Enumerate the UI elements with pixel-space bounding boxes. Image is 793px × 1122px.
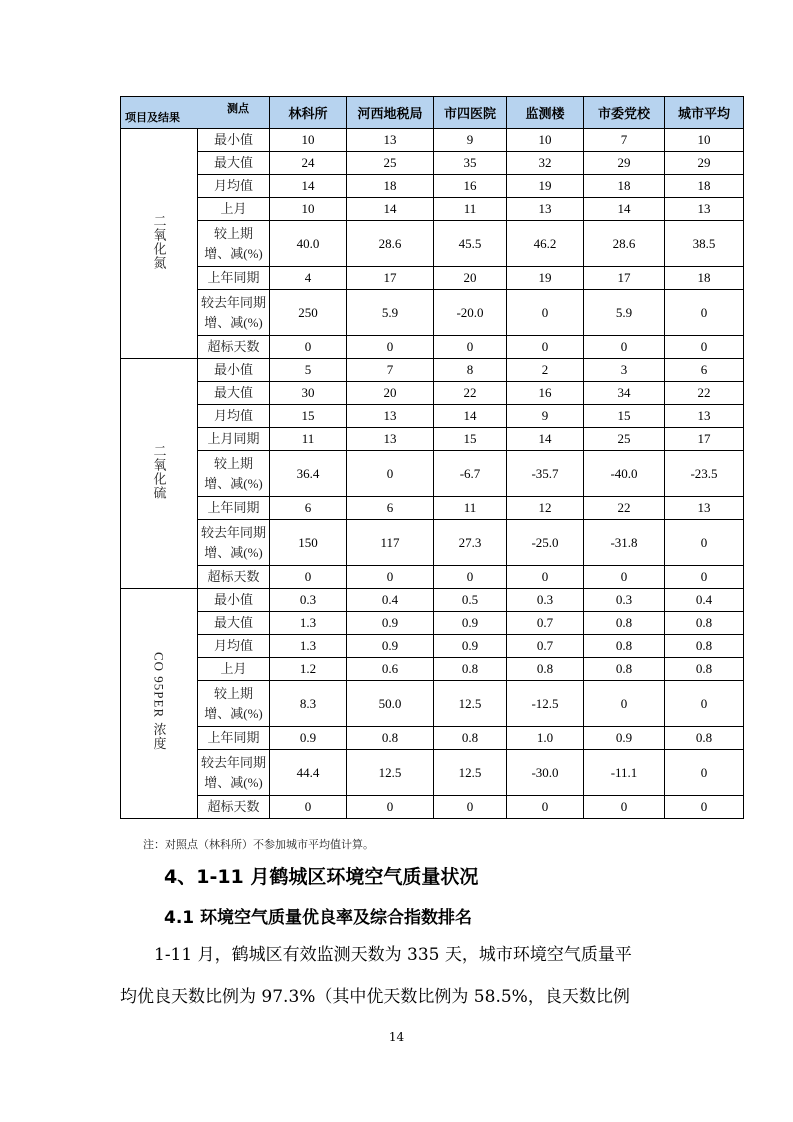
table-row <box>121 612 744 635</box>
table-cell: 9 <box>434 129 507 152</box>
row-label-line: 月均值 <box>213 408 253 423</box>
row-label-line: 较去年同期 <box>200 754 266 770</box>
table-cell: 19 <box>507 267 584 290</box>
table-cell: 11 <box>434 497 507 520</box>
table-cell: 36.4 <box>270 451 347 497</box>
table-cell: 0 <box>347 566 434 589</box>
table-cell: -6.7 <box>434 451 507 497</box>
table-cell: 18 <box>584 175 665 198</box>
row-label <box>198 152 270 175</box>
table-cell: 12.5 <box>434 750 507 796</box>
table-cell: 18 <box>665 267 744 290</box>
table-row <box>121 451 744 497</box>
table-row <box>121 336 744 359</box>
table-cell: 0 <box>347 336 434 359</box>
table-cell: 3 <box>584 359 665 382</box>
table-cell: 17 <box>665 428 744 451</box>
table-row <box>121 198 744 221</box>
table-cell: 15 <box>584 405 665 428</box>
table-cell: 10 <box>270 129 347 152</box>
table-cell: 18 <box>665 175 744 198</box>
row-label <box>198 727 270 750</box>
row-label <box>198 497 270 520</box>
table-cell: 29 <box>665 152 744 175</box>
row-label-line: 月均值 <box>213 638 253 653</box>
table-cell: 12.5 <box>434 681 507 727</box>
table-cell: 5 <box>270 359 347 382</box>
table-row <box>121 520 744 566</box>
row-label <box>198 221 270 267</box>
table-cell: 0.8 <box>665 635 744 658</box>
table-cell: 0 <box>584 681 665 727</box>
row-label <box>198 589 270 612</box>
table-cell: 29 <box>584 152 665 175</box>
table-cell: 10 <box>270 198 347 221</box>
table-cell: -31.8 <box>584 520 665 566</box>
row-label-line: 最小值 <box>213 132 253 147</box>
table-cell: -30.0 <box>507 750 584 796</box>
table-cell: 0 <box>665 520 744 566</box>
table-row <box>121 405 744 428</box>
table-cell: -40.0 <box>584 451 665 497</box>
table-cell: 0.8 <box>584 635 665 658</box>
table-cell: 16 <box>507 382 584 405</box>
table-cell: 0 <box>270 566 347 589</box>
table-cell: 18 <box>347 175 434 198</box>
table-cell: 11 <box>434 198 507 221</box>
table-cell: 0.5 <box>434 589 507 612</box>
table-cell: 6 <box>665 359 744 382</box>
table-cell: 0.7 <box>507 635 584 658</box>
row-label-line: 较上期 <box>213 225 253 241</box>
table-cell: 0 <box>665 336 744 359</box>
row-label <box>198 382 270 405</box>
table-cell: 14 <box>507 428 584 451</box>
table-cell: 0.3 <box>507 589 584 612</box>
table-cell: 0 <box>584 796 665 819</box>
table-row <box>121 129 744 152</box>
row-label <box>198 267 270 290</box>
row-label <box>198 290 270 336</box>
table-cell: 150 <box>270 520 347 566</box>
pollutant-group-label <box>121 129 198 359</box>
corner-label-items: 项目及结果 <box>125 111 180 124</box>
row-label <box>198 796 270 819</box>
row-label-line: 超标天数 <box>207 339 260 354</box>
table-cell: 16 <box>434 175 507 198</box>
table-cell: 13 <box>347 405 434 428</box>
table-cell: 2 <box>507 359 584 382</box>
table-cell: -23.5 <box>665 451 744 497</box>
table-cell: 14 <box>584 198 665 221</box>
table-cell: 0.9 <box>434 612 507 635</box>
row-label <box>198 336 270 359</box>
table-cell: 17 <box>584 267 665 290</box>
paragraph-line: 均优良天数比例为 97.3%（其中优天数比例为 58.5%，良天数比例 <box>120 987 630 1007</box>
table-cell: 11 <box>270 428 347 451</box>
row-label-line: 较上期 <box>213 455 253 471</box>
table-cell: 22 <box>665 382 744 405</box>
table-cell: 28.6 <box>347 221 434 267</box>
table-cell: 8 <box>434 359 507 382</box>
row-label <box>198 520 270 566</box>
table-cell: 0 <box>347 451 434 497</box>
table-row <box>121 497 744 520</box>
row-label <box>198 681 270 727</box>
table-cell: 44.4 <box>270 750 347 796</box>
column-header: 林科所 <box>270 97 347 129</box>
row-label-line: 上月 <box>220 661 247 676</box>
table-cell: 0 <box>270 336 347 359</box>
page-number: 14 <box>388 1030 405 1044</box>
row-label-line: 超标天数 <box>207 799 260 814</box>
table-cell: -20.0 <box>434 290 507 336</box>
table-cell: 34 <box>584 382 665 405</box>
table-cell: 13 <box>665 198 744 221</box>
table-cell: 0 <box>347 796 434 819</box>
table-row <box>121 428 744 451</box>
table-cell: 14 <box>434 405 507 428</box>
table-row <box>121 382 744 405</box>
table-cell: 6 <box>347 497 434 520</box>
table-cell: 0.9 <box>584 727 665 750</box>
table-cell: 0 <box>665 681 744 727</box>
table-cell: 14 <box>270 175 347 198</box>
table-row <box>121 796 744 819</box>
table-row <box>121 290 744 336</box>
table-cell: 0.8 <box>665 727 744 750</box>
table-cell: 0.9 <box>347 635 434 658</box>
table-cell: 1.3 <box>270 612 347 635</box>
table-cell: 24 <box>270 152 347 175</box>
row-label-line: 最小值 <box>213 592 253 607</box>
row-label-line: 增、减(%) <box>204 544 263 560</box>
table-cell: -11.1 <box>584 750 665 796</box>
section-heading: 4、1-11 月鹤城区环境空气质量状况 <box>164 866 479 888</box>
subsection-heading: 4.1 环境空气质量优良率及综合指数排名 <box>164 908 473 928</box>
row-label <box>198 612 270 635</box>
table-cell: 0.3 <box>584 589 665 612</box>
table-cell: 0 <box>584 336 665 359</box>
table-cell: -12.5 <box>507 681 584 727</box>
row-label-line: 较去年同期 <box>200 524 266 540</box>
table-cell: 0.6 <box>347 658 434 681</box>
table-cell: 6 <box>270 497 347 520</box>
table-cell: 25 <box>347 152 434 175</box>
paragraph-line: 1-11 月，鹤城区有效监测天数为 335 天，城市环境空气质量平 <box>154 945 632 965</box>
table-cell: 10 <box>665 129 744 152</box>
row-label-line: 较去年同期 <box>200 294 266 310</box>
table-cell: 0.8 <box>584 612 665 635</box>
table-cell: 20 <box>434 267 507 290</box>
table-cell: 0.9 <box>270 727 347 750</box>
table-cell: 14 <box>347 198 434 221</box>
table-cell: 0 <box>507 796 584 819</box>
row-label <box>198 566 270 589</box>
table-cell: 0 <box>584 566 665 589</box>
row-label-line: 最大值 <box>213 615 253 630</box>
table-cell: 0.7 <box>507 612 584 635</box>
column-header: 市委党校 <box>584 97 665 129</box>
table-cell: 1.0 <box>507 727 584 750</box>
table-cell: 5.9 <box>584 290 665 336</box>
table-cell: 1.2 <box>270 658 347 681</box>
table-cell: 13 <box>507 198 584 221</box>
table-cell: 0 <box>665 566 744 589</box>
table-row <box>121 750 744 796</box>
table-cell: 0.8 <box>507 658 584 681</box>
table-cell: 25 <box>584 428 665 451</box>
table-cell: 12 <box>507 497 584 520</box>
table-cell: 30 <box>270 382 347 405</box>
table-cell: 15 <box>270 405 347 428</box>
table-cell: 28.6 <box>584 221 665 267</box>
pollutant-name: CO 95PER 浓度 <box>151 652 167 751</box>
row-label <box>198 405 270 428</box>
row-label-line: 最小值 <box>213 362 253 377</box>
table-row <box>121 658 744 681</box>
table-cell: 0.8 <box>434 727 507 750</box>
table-cell: 0.8 <box>665 612 744 635</box>
pollutant-name: 二氧化氮 <box>151 213 167 270</box>
row-label-line: 超标天数 <box>207 569 260 584</box>
row-label <box>198 175 270 198</box>
table-row <box>121 359 744 382</box>
table-cell: 0 <box>665 750 744 796</box>
table-header-row <box>121 97 744 129</box>
table-cell: 0 <box>507 290 584 336</box>
pollutant-name: 二氧化硫 <box>151 443 167 500</box>
table-cell: 9 <box>507 405 584 428</box>
row-label-line: 增、减(%) <box>204 774 263 790</box>
table-cell: 0 <box>270 796 347 819</box>
table-cell: 27.3 <box>434 520 507 566</box>
table-cell: -25.0 <box>507 520 584 566</box>
table-row <box>121 635 744 658</box>
table-cell: 40.0 <box>270 221 347 267</box>
pollutant-group-label <box>121 589 198 819</box>
table-cell: 19 <box>507 175 584 198</box>
table-row <box>121 566 744 589</box>
table-cell: 8.3 <box>270 681 347 727</box>
table-cell: 7 <box>347 359 434 382</box>
table-cell: 0 <box>507 336 584 359</box>
table-cell: 117 <box>347 520 434 566</box>
table-cell: 5.9 <box>347 290 434 336</box>
table-cell: 0.4 <box>665 589 744 612</box>
table-cell: -35.7 <box>507 451 584 497</box>
row-label-line: 增、减(%) <box>204 475 263 491</box>
table-cell: 250 <box>270 290 347 336</box>
row-label <box>198 658 270 681</box>
table-row <box>121 727 744 750</box>
row-label <box>198 750 270 796</box>
table-cell: 0 <box>665 290 744 336</box>
table-cell: 0 <box>434 566 507 589</box>
row-label-line: 上年同期 <box>207 730 260 745</box>
row-label-line: 最大值 <box>213 385 253 400</box>
table-cell: 0 <box>434 796 507 819</box>
table-cell: 17 <box>347 267 434 290</box>
table-cell: 22 <box>584 497 665 520</box>
table-cell: 13 <box>665 497 744 520</box>
table-row <box>121 175 744 198</box>
column-header: 监测楼 <box>507 97 584 129</box>
table-cell: 0 <box>665 796 744 819</box>
table-cell: 0.4 <box>347 589 434 612</box>
table-row <box>121 152 744 175</box>
table-cell: 46.2 <box>507 221 584 267</box>
table-cell: 0.8 <box>584 658 665 681</box>
table-cell: 50.0 <box>347 681 434 727</box>
table-cell: 12.5 <box>347 750 434 796</box>
corner-label-stations: 测点 <box>227 102 249 115</box>
table-cell: 13 <box>665 405 744 428</box>
table-cell: 32 <box>507 152 584 175</box>
table-cell: 0.9 <box>434 635 507 658</box>
row-label <box>198 198 270 221</box>
row-label-line: 上月 <box>220 201 247 216</box>
table-cell: 38.5 <box>665 221 744 267</box>
row-label-line: 上月同期 <box>207 431 260 446</box>
row-label <box>198 129 270 152</box>
row-label-line: 增、减(%) <box>204 705 263 721</box>
table-cell: 0 <box>434 336 507 359</box>
air-quality-table <box>120 96 744 819</box>
table-cell: 45.5 <box>434 221 507 267</box>
table-cell: 20 <box>347 382 434 405</box>
table-cell: 4 <box>270 267 347 290</box>
table-cell: 1.3 <box>270 635 347 658</box>
table-row <box>121 681 744 727</box>
table-row <box>121 589 744 612</box>
table-cell: 7 <box>584 129 665 152</box>
row-label <box>198 635 270 658</box>
row-label-line: 月均值 <box>213 178 253 193</box>
row-label-line: 最大值 <box>213 155 253 170</box>
row-label <box>198 451 270 497</box>
row-label <box>198 428 270 451</box>
table-cell: 13 <box>347 428 434 451</box>
row-label <box>198 359 270 382</box>
table-cell: 35 <box>434 152 507 175</box>
table-footnote: 注：对照点（林科所）不参加城市平均值计算。 <box>143 838 374 851</box>
table-cell: 0 <box>507 566 584 589</box>
table-cell: 0.8 <box>434 658 507 681</box>
table-cell: 0.9 <box>347 612 434 635</box>
table-cell: 0.3 <box>270 589 347 612</box>
row-label-line: 增、减(%) <box>204 314 263 330</box>
table-cell: 13 <box>347 129 434 152</box>
table-corner-header <box>121 97 270 129</box>
row-label-line: 较上期 <box>213 685 253 701</box>
table-cell: 22 <box>434 382 507 405</box>
row-label-line: 上年同期 <box>207 270 260 285</box>
pollutant-group-label <box>121 359 198 589</box>
body-paragraph <box>120 934 672 1018</box>
table-cell: 10 <box>507 129 584 152</box>
row-label-line: 增、减(%) <box>204 245 263 261</box>
table-cell: 0.8 <box>347 727 434 750</box>
column-header: 河西地税局 <box>347 97 434 129</box>
table-row <box>121 221 744 267</box>
table-cell: 15 <box>434 428 507 451</box>
table-cell: 0.8 <box>665 658 744 681</box>
column-header: 城市平均 <box>665 97 744 129</box>
table-row <box>121 267 744 290</box>
column-header: 市四医院 <box>434 97 507 129</box>
row-label-line: 上年同期 <box>207 500 260 515</box>
